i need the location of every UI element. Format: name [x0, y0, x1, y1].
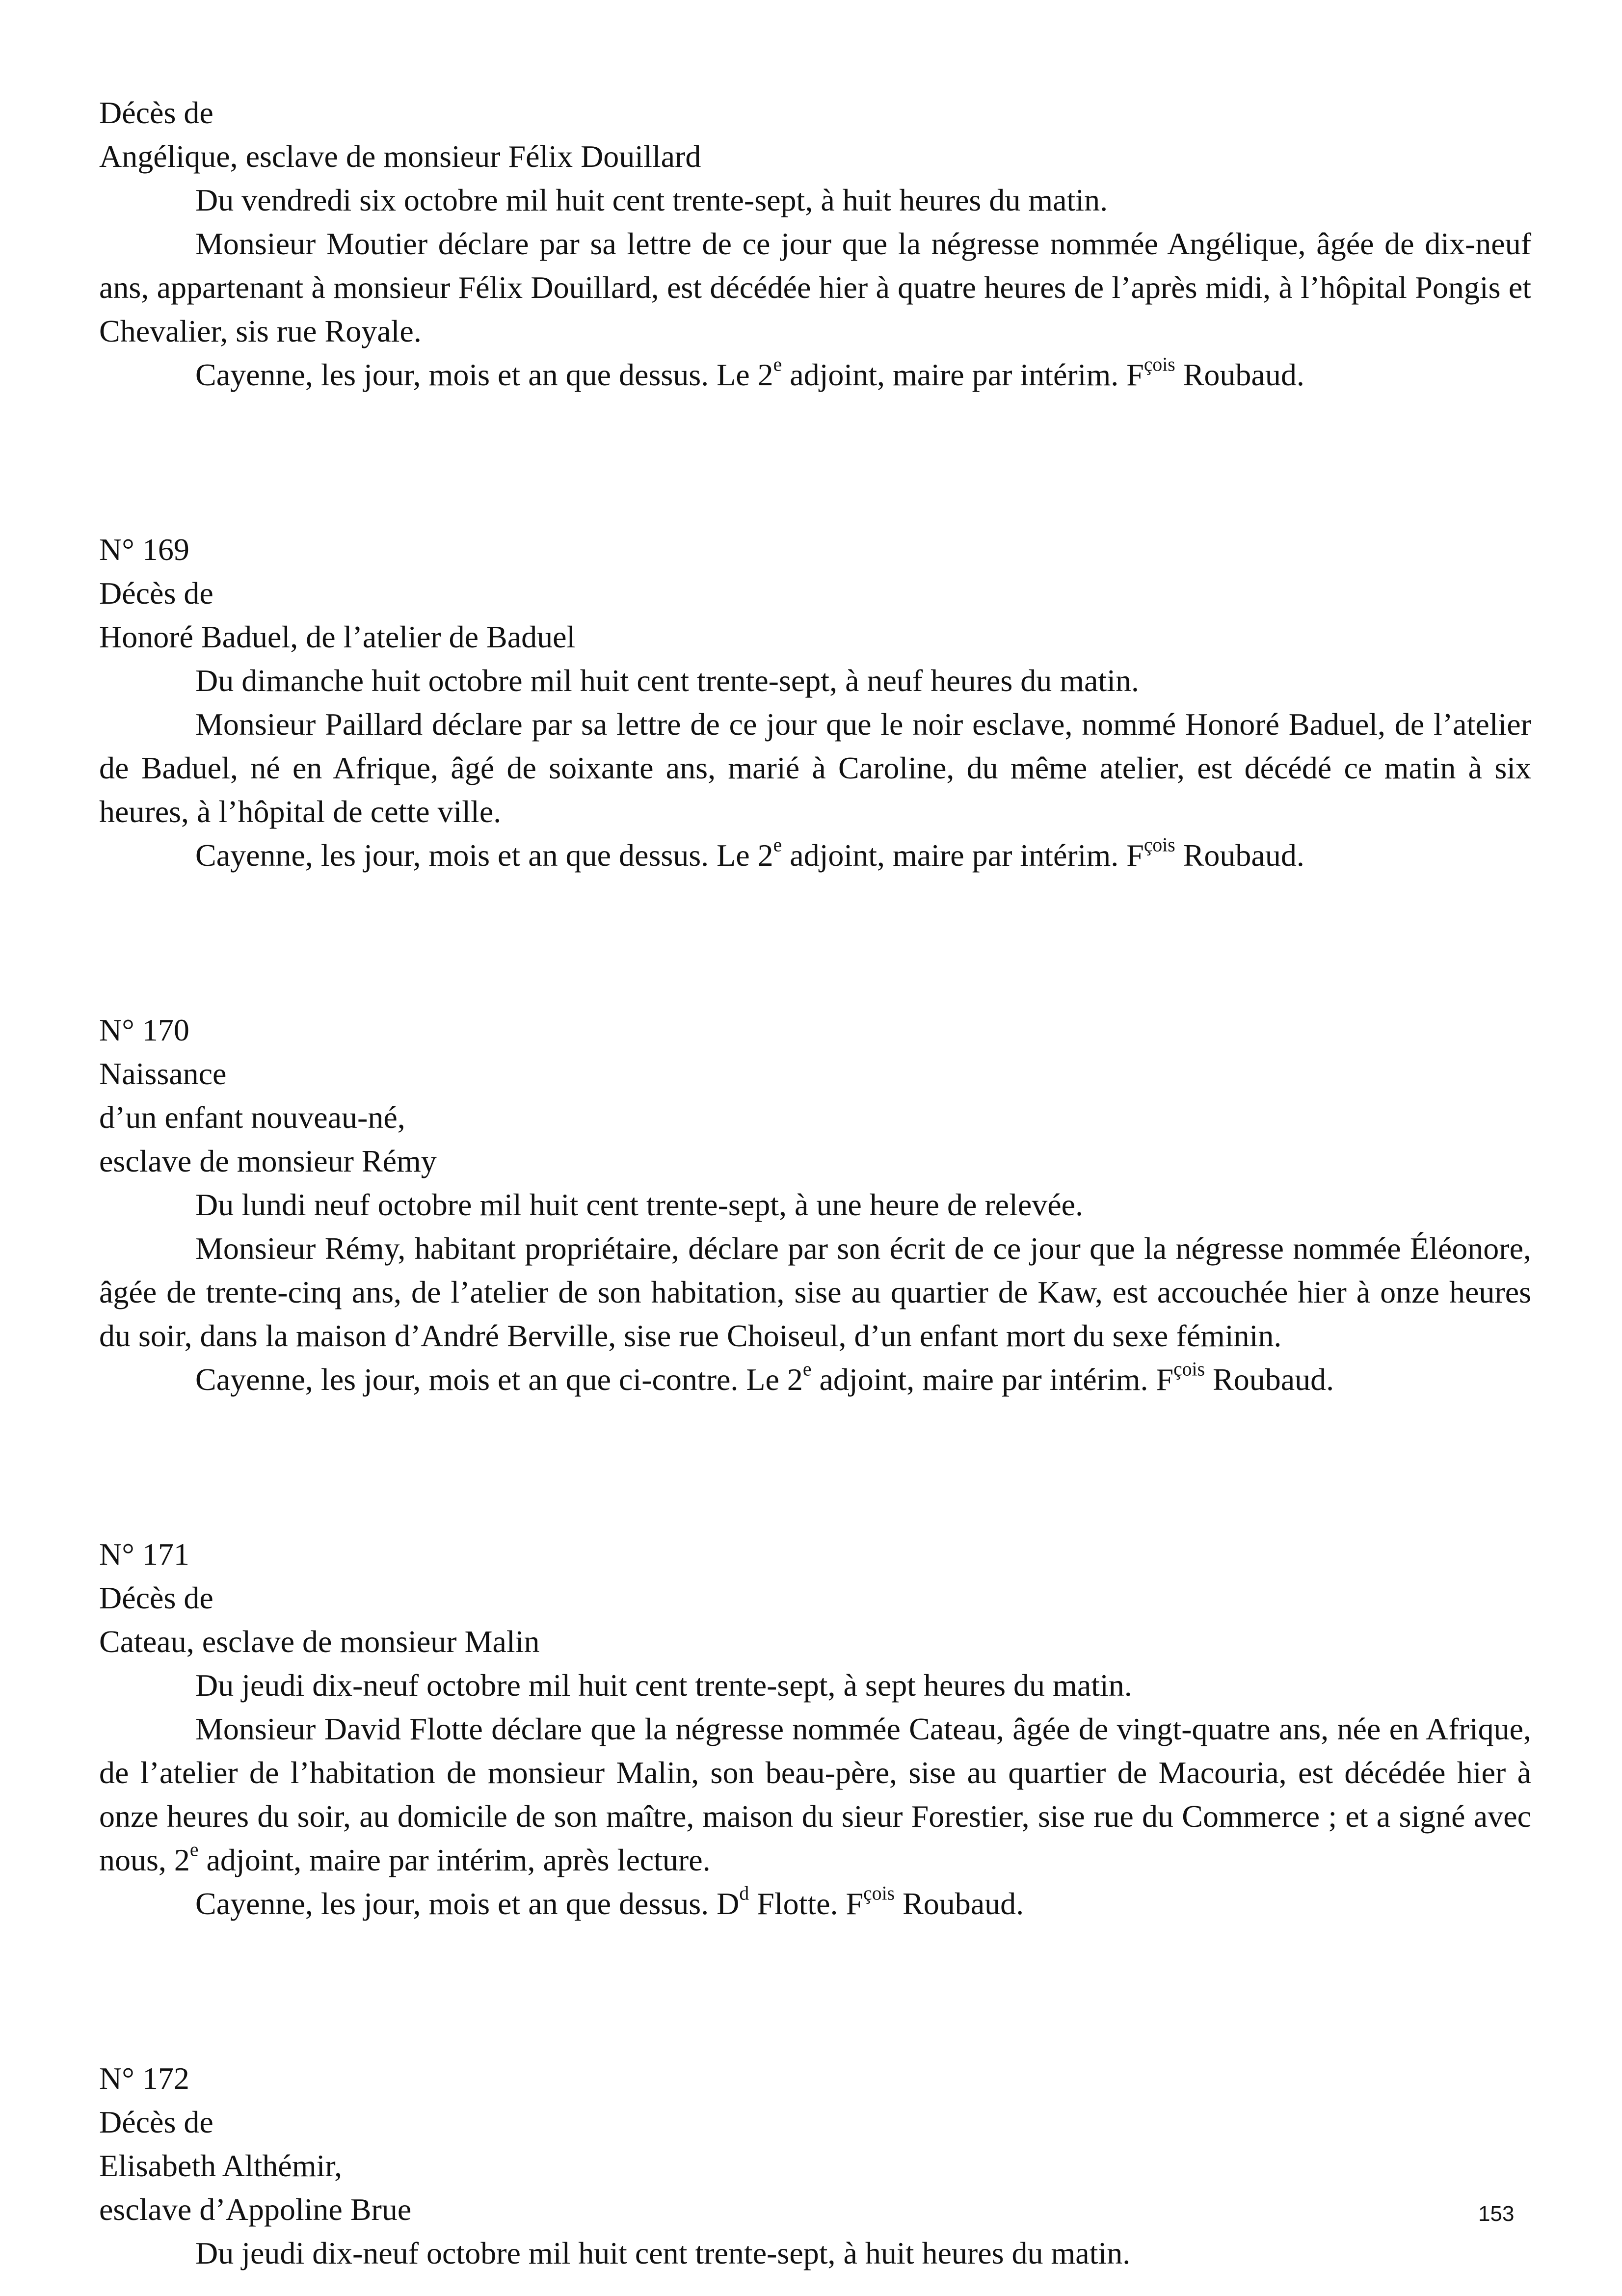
entry-date: Du jeudi dix-neuf octobre mil huit cent trente-sept, à sept heures du matin. [195, 1668, 1132, 1703]
entry-number: N° 169 [99, 532, 189, 567]
entry-heading-line: esclave de monsieur Rémy [99, 1144, 437, 1178]
entry-body: Monsieur Rémy, habitant propriétaire, déclare par son écrit de ce jour que la négresse nommée Éléonore, âgée de trente-cinq ans, de l’atelier de son habitation, sise au quartier de Kaw, est accouchée hier à onze heures du soir, dans la maison d’André Berville, sise rue Choiseul, d’un enfant mort du sexe féminin. [99, 1231, 1531, 1353]
entry-heading-line: esclave d’Appoline Brue [99, 2192, 412, 2227]
entry-heading-line: d’un enfant nouveau-né, [99, 1100, 405, 1135]
entry-date: Du lundi neuf octobre mil huit cent trente-sept, à une heure de relevée. [195, 1187, 1084, 1222]
entry-number: N° 171 [99, 1537, 189, 1572]
entry-heading-line: Cateau, esclave de monsieur Malin [99, 1624, 540, 1659]
register-entry [99, 528, 1531, 877]
register-entry [99, 2056, 1531, 2275]
entry-date: Du dimanche huit octobre mil huit cent trente-sept, à neuf heures du matin. [195, 663, 1139, 698]
entry-date: Du vendredi six octobre mil huit cent trente-sept, à huit heures du matin. [195, 183, 1108, 217]
entry-closing: Cayenne, les jour, mois et an que dessus. Le 2e adjoint, maire par intérim. $F^{çois}$ Roubaud. [195, 834, 1304, 873]
register-entry [99, 1532, 1531, 1925]
page-number: 153 [1478, 2202, 1515, 2226]
entry-heading-line: Elisabeth Althémir, [99, 2148, 343, 2183]
entry-body: Monsieur David Flotte déclare que la négresse nommée Cateau, âgée de vingt-quatre ans, née en Afrique, de l’atelier de l’habitation de monsieur Malin, son beau-père, sise au quartier de Macouria, est décédée hier à onze heures du soir, au domicile de son maître, maison du sieur Forestier, sise rue du Commerce ; et a signé avec nous, 2e adjoint, maire par intérim, après lecture. [99, 1711, 1531, 1877]
entry-closing: Cayenne, les jour, mois et an que ci-contre. Le 2e adjoint, maire par intérim. $F^{çois}$ Roubaud. [195, 1358, 1334, 1397]
entry-number: N° 170 [99, 1013, 189, 1047]
entry-heading-line: Honoré Baduel, de l’atelier de Baduel [99, 619, 576, 654]
entry-number: N° 172 [99, 2061, 189, 2096]
entry-body: Monsieur Paillard déclare par sa lettre de ce jour que le noir esclave, nommé Honoré Baduel, de l’atelier de Baduel, né en Afrique, âgé de soixante ans, marié à Caroline, du même atelier, est décédé ce matin à six heures, à l’hôpital de cette ville. [99, 707, 1531, 829]
register-text [99, 91, 1531, 2275]
entry-heading-line: Naissance [99, 1056, 227, 1091]
entry-heading-line: Angélique, esclave de monsieur Félix Douillard [99, 139, 701, 174]
entry-date: Du jeudi dix-neuf octobre mil huit cent trente-sept, à huit heures du matin. [195, 2236, 1131, 2270]
register-entry [99, 1008, 1531, 1401]
entry-heading-line: Décès de [99, 95, 213, 130]
entry-heading-line: Décès de [99, 2105, 213, 2139]
entry-heading-line: Décès de [99, 576, 213, 611]
entry-heading-line: Décès de [99, 1580, 213, 1615]
entry-closing: Cayenne, les jour, mois et an que dessus. Le 2e adjoint, maire par intérim. $F^{çois}$ Roubaud. [195, 353, 1304, 392]
register-entry [99, 91, 1531, 397]
entry-body: Monsieur Moutier déclare par sa lettre de ce jour que la négresse nommée Angélique, âgée de dix-neuf ans, appartenant à monsieur Félix Douillard, est décédée hier à quatre heures de l’après midi, à l’hôpital Pongis et Chevalier, sis rue Royale. [99, 226, 1531, 348]
entry-closing: Cayenne, les jour, mois et an que dessus. $D^d$ Flotte. $F^{çois}$ Roubaud. [195, 1882, 1024, 1921]
